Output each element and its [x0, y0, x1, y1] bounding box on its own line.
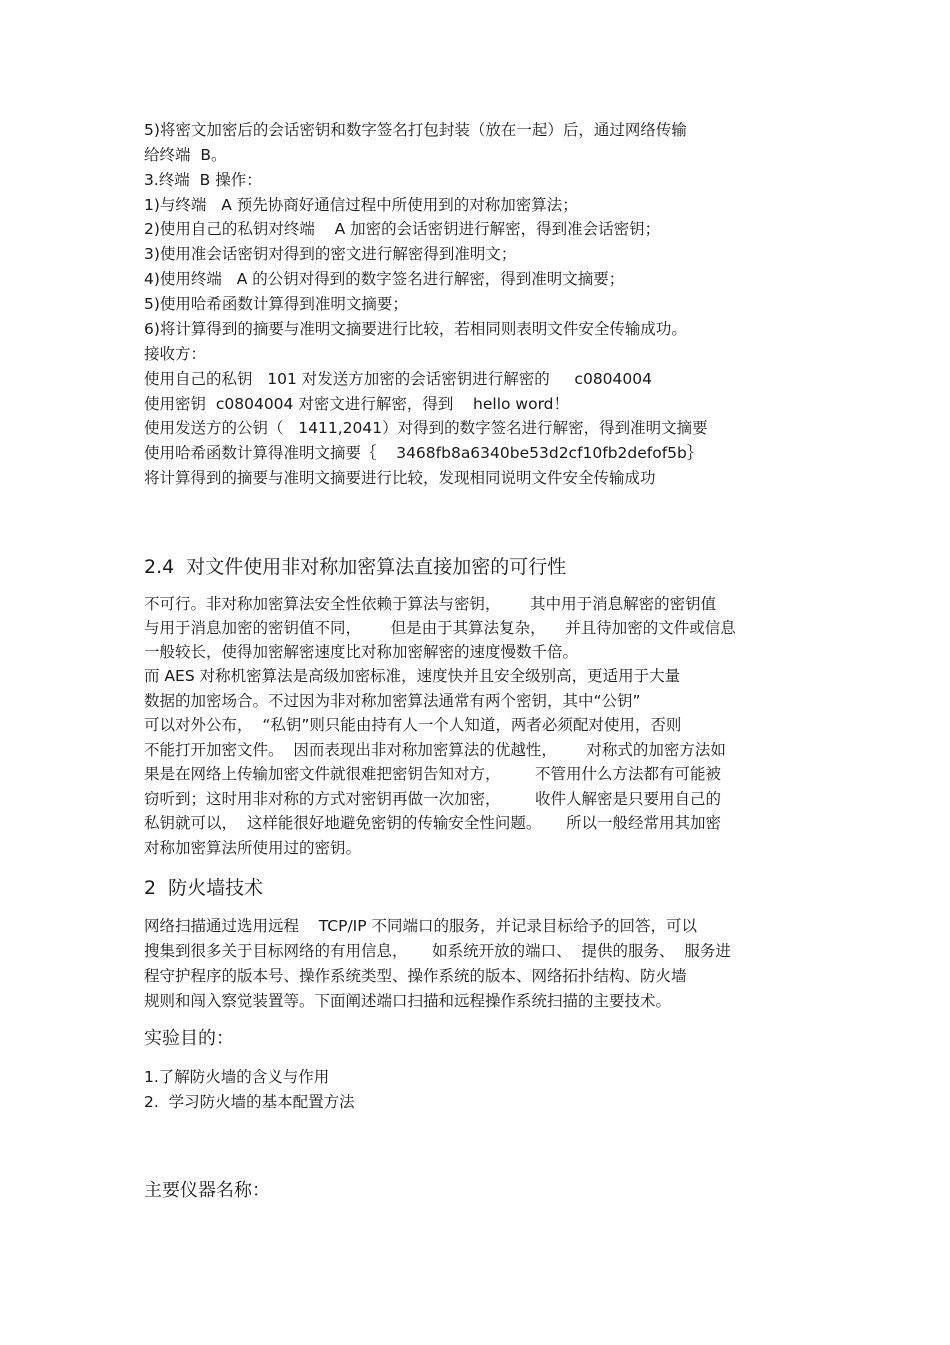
text-line: 6)将计算得到的摘要与准明文摘要进行比较，若相同则表明文件安全传输成功。	[144, 320, 687, 338]
paragraph-line: 数据的加密场合。不过因为非对称加密算法通常有两个密钥，其中“公钥”	[144, 692, 641, 710]
paragraph-line: 而 AES 对称机密算法是高级加密标准，速度快并且安全级别高，更适用于大量	[144, 667, 681, 685]
text-line: 使用哈希函数计算得准明文摘要｛ 3468fb8a6340be53d2cf10fb2defof5b｝	[144, 444, 703, 462]
paragraph-line: 不可行。非对称加密算法安全性依赖于算法与密钥， 其中用于消息解密的密钥值	[144, 595, 717, 613]
text-line: 使用密钥 c0804004 对密文进行解密，得到 hello word！	[144, 395, 570, 413]
paragraph-line: 私钥就可以， 这样能很好地避免密钥的传输安全性问题。 所以一般经常用其加密	[144, 814, 721, 832]
text-line: 给终端 B。	[144, 146, 227, 164]
paragraph-line: 与用于消息加密的密钥值不同， 但是由于其算法复杂， 并且待加密的文件或信息	[144, 619, 736, 637]
paragraph-line: 规则和闯入察觉装置等。下面阐述端口扫描和远程操作系统扫描的主要技术。	[144, 992, 672, 1010]
paragraph-line: 对称加密算法所使用过的密钥。	[144, 839, 362, 857]
text-line: 3.终端 B 操作：	[144, 171, 262, 189]
paragraph-line: 果是在网络上传输加密文件就很难把密钥告知对方， 不管用什么方法都有可能被	[144, 765, 721, 783]
paragraph-line: 可以对外公布， “私钥”则只能由持有人一个人知道，两者必须配对使用，否则	[144, 716, 682, 734]
text-line: 将计算得到的摘要与准明文摘要进行比较，发现相同说明文件安全传输成功	[144, 469, 656, 487]
paragraph-line: 不能打开加密文件。 因而表现出非对称加密算法的优越性， 对称式的加密方法如	[144, 741, 726, 759]
section-heading: 2 防火墙技术	[144, 877, 264, 899]
list-item: 2. 学习防火墙的基本配置方法	[144, 1093, 355, 1111]
paragraph-line: 搜集到很多关于目标网络的有用信息， 如系统开放的端口、 提供的服务、 服务进	[144, 942, 731, 960]
text-line: 2)使用自己的私钥对终端 A 加密的会话密钥进行解密，得到准会话密钥；	[144, 220, 661, 238]
list-item: 1.了解防火墙的含义与作用	[144, 1068, 330, 1086]
text-line: 4)使用终端 A 的公钥对得到的数字签名进行解密，得到准明文摘要；	[144, 270, 625, 288]
paragraph-line: 窃听到；这时用非对称的方式对密钥再做一次加密， 收件人解密是只要用自己的	[144, 790, 721, 808]
instruments-heading: 主要仪器名称：	[144, 1180, 270, 1201]
text-line: 3)使用准会话密钥对得到的密文进行解密得到准明文；	[144, 245, 517, 263]
paragraph-line: 一般较长，使得加密解密速度比对称加密解密的速度慢数千倍。	[144, 643, 579, 661]
text-line: 1)与终端 A 预先协商好通信过程中所使用到的对称加密算法；	[144, 196, 578, 214]
text-line: 使用发送方的公钥（ 1411,2041）对得到的数字签名进行解密，得到准明文摘要	[144, 419, 708, 437]
paragraph-line: 网络扫描通过选用远程 TCP/IP 不同端口的服务，并记录目标给予的回答，可以	[144, 917, 698, 935]
paragraph-line: 程守护程序的版本号、操作系统类型、操作系统的版本、网络拓扑结构、防火墙	[144, 967, 687, 985]
text-line: 5)使用哈希函数计算得到准明文摘要；	[144, 295, 408, 313]
section-heading: 2.4 对文件使用非对称加密算法直接加密的可行性	[144, 556, 567, 578]
purpose-heading: 实验目的：	[144, 1028, 234, 1049]
text-line: 使用自己的私钥 101 对发送方加密的会话密钥进行解密的 c0804004	[144, 370, 652, 388]
text-line: 接收方：	[144, 345, 207, 363]
text-line: 5)将密文加密后的会话密钥和数字签名打包封装（放在一起）后，通过网络传输	[144, 121, 687, 139]
